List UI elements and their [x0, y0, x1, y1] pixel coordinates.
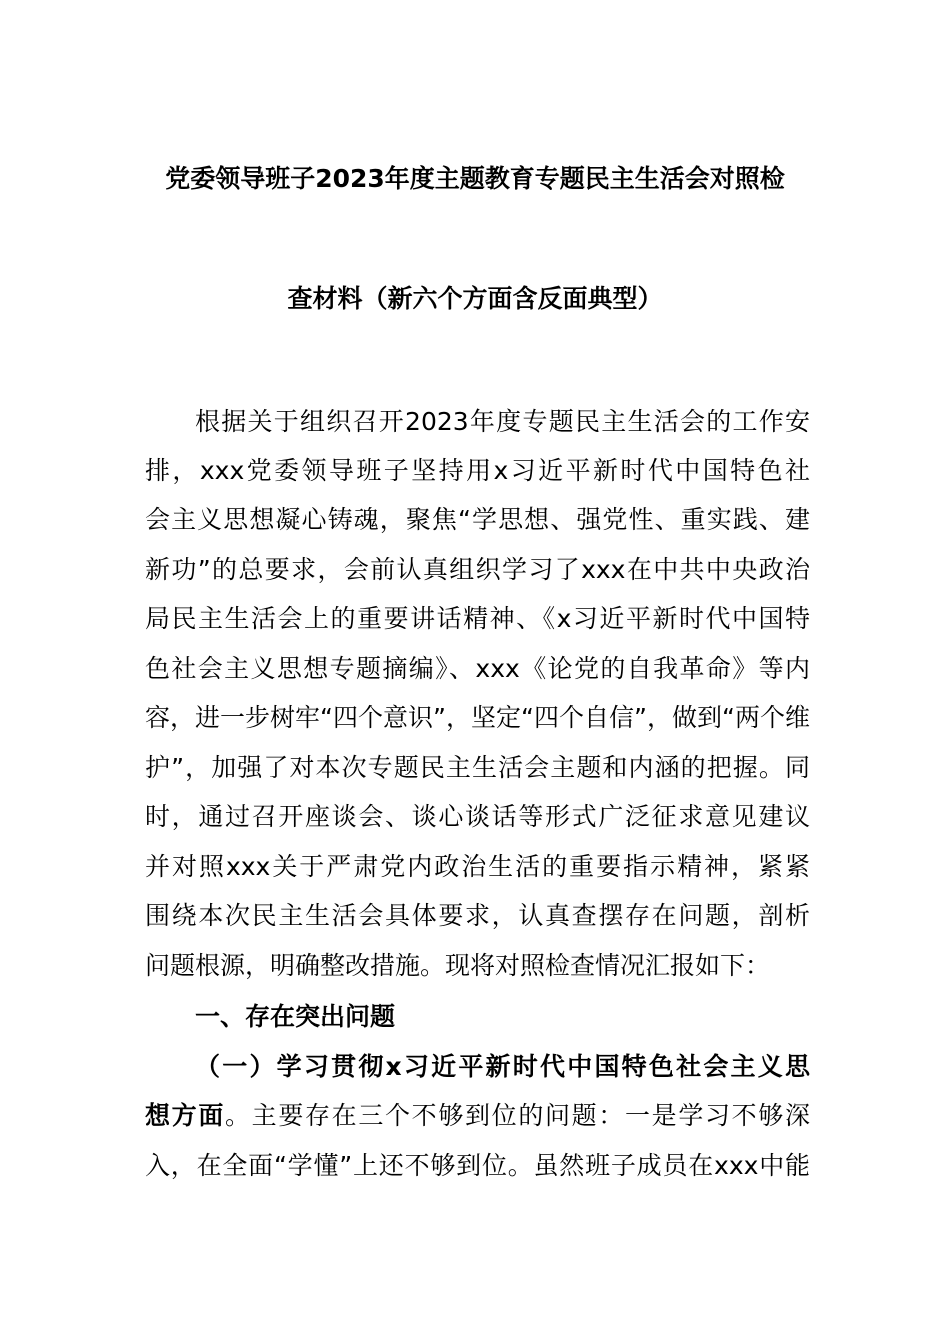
body-text: 。主要存在三个不够到位的问题：一是学习不够深 [225, 1101, 810, 1130]
body-line: 局民主生活会上的重要讲话精神、《x习近平新时代中国特 [145, 604, 810, 633]
document-title-line-1: 党委领导班子2023年度主题教育专题民主生活会对照检 [165, 164, 785, 193]
subsection-heading: （一）学习贯彻x习近平新时代中国特色社会主义思 [195, 1052, 810, 1081]
body-line: 问题根源，明确整改措施。现将对照检查情况汇报如下： [145, 951, 771, 980]
body-line: 入，在全面“学懂”上还不够到位。虽然班子成员在xxx中能 [145, 1151, 810, 1180]
body-line: 色社会主义思想专题摘编》、xxx《论党的自我革命》等内 [145, 654, 810, 683]
body-line-mixed [145, 1099, 810, 1133]
body-line: 排，xxx党委领导班子坚持用x习近平新时代中国特色社 [145, 456, 810, 485]
body-line: 并对照xxx关于严肃党内政治生活的重要指示精神，紧紧 [145, 852, 810, 881]
body-line: 护”，加强了对本次专题民主生活会主题和内涵的把握。同 [145, 753, 810, 782]
document-title-line-2: 查材料（新六个方面含反面典型） [287, 284, 663, 313]
body-line: 会主义思想凝心铸魂，聚焦“学思想、强党性、重实践、建 [145, 505, 810, 534]
subsection-heading-tail: 想方面 [145, 1101, 225, 1130]
section-heading: 一、存在突出问题 [195, 1002, 396, 1031]
body-line: 时，通过召开座谈会、谈心谈话等形式广泛征求意见建议 [145, 802, 810, 831]
body-line: 容，进一步树牢“四个意识”，坚定“四个自信”，做到“两个维 [145, 703, 810, 732]
body-line: 根据关于组织召开2023年度专题民主生活会的工作安 [195, 407, 810, 436]
body-line: 新功”的总要求，会前认真组织学习了xxx在中共中央政治 [145, 555, 810, 584]
body-line: 围绕本次民主生活会具体要求，认真查摆存在问题，剖析 [145, 901, 810, 930]
